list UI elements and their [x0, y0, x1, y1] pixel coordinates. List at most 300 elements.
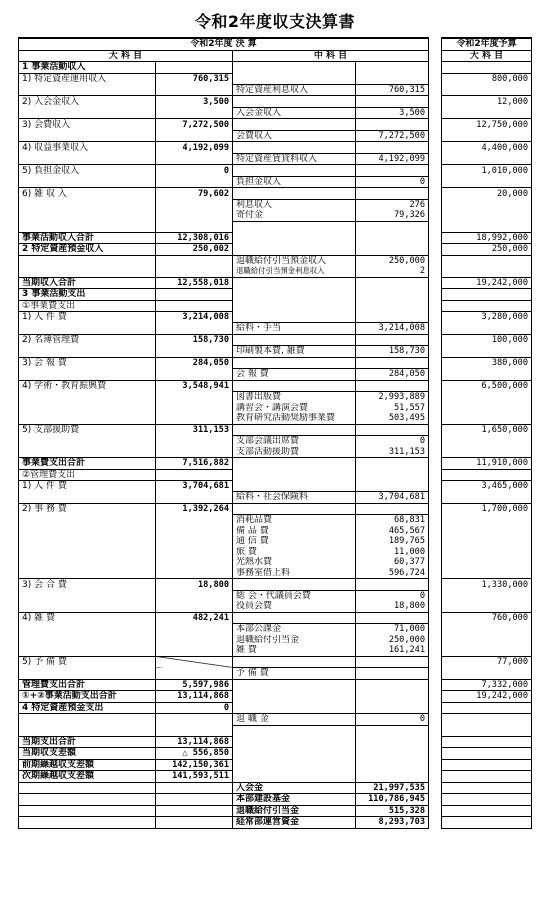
major-amount-cell	[156, 210, 233, 221]
header-budget-group: 令和2年度 決 算	[19, 38, 429, 50]
mid-amount-cell: 11,000	[356, 547, 429, 558]
budget-amount-cell	[442, 645, 532, 656]
table-row	[19, 62, 532, 74]
mid-amount-cell: 21,997,535	[356, 782, 429, 794]
table-row	[19, 691, 532, 703]
mid-item-cell: 入会金収入	[233, 107, 356, 119]
column-gap	[429, 458, 442, 470]
column-gap	[429, 119, 442, 131]
table-row	[19, 380, 532, 392]
mid-item-cell	[233, 424, 356, 436]
mid-amount-cell: 158,730	[356, 346, 429, 358]
mid-item-cell: 給料・手当	[233, 323, 356, 335]
mid-item-cell: 会 報 費	[233, 369, 356, 381]
budget-amount-cell: 1,700,000	[442, 503, 532, 515]
mid-item-cell: 講習会・講演会費	[233, 403, 356, 414]
table-row	[19, 481, 532, 492]
mid-item-cell	[233, 289, 356, 301]
mid-amount-cell	[356, 771, 429, 783]
column-gap	[429, 536, 442, 547]
major-amount-cell: 158,730	[156, 334, 233, 346]
major-item-cell	[19, 536, 156, 547]
column-gap	[429, 300, 442, 312]
major-amount-cell: 1,392,264	[156, 503, 233, 515]
mid-amount-cell: 284,050	[356, 369, 429, 381]
major-item-cell: 3 事業活動支出	[19, 289, 156, 301]
major-item-cell	[19, 725, 156, 736]
column-gap	[429, 165, 442, 177]
major-amount-cell: 7,516,882	[156, 458, 233, 470]
table-row	[19, 96, 532, 108]
budget-amount-cell: 250,000	[442, 244, 532, 256]
table-row	[19, 645, 532, 656]
mid-item-cell: 退職給付引当預金収入	[233, 255, 356, 266]
mid-amount-cell: 51,557	[356, 403, 429, 414]
table-row	[19, 714, 532, 726]
budget-amount-cell: 760,000	[442, 612, 532, 624]
column-gap	[429, 392, 442, 403]
column-gap	[429, 691, 442, 703]
mid-item-cell: 教育研究活動奨励事業費	[233, 413, 356, 424]
column-gap	[429, 590, 442, 601]
column-gap	[429, 176, 442, 188]
mid-item-cell: 退職給付引当金	[233, 635, 356, 646]
budget-amount-cell	[442, 668, 532, 680]
budget-amount-cell	[442, 107, 532, 119]
budget-amount-cell	[442, 221, 532, 232]
mid-item-cell: 特定資産賃貸料収入	[233, 153, 356, 165]
header-major-item: 大 科 目	[19, 50, 233, 62]
mid-item-cell	[233, 380, 356, 392]
table-row	[19, 188, 532, 200]
table-row	[19, 357, 532, 369]
table-row	[19, 656, 532, 668]
table-row	[19, 334, 532, 346]
column-gap	[429, 624, 442, 635]
budget-amount-cell: 11,910,000	[442, 458, 532, 470]
mid-amount-cell: 2,993,889	[356, 392, 429, 403]
column-gap	[429, 84, 442, 96]
mid-item-cell: 消耗品費	[233, 515, 356, 526]
mid-amount-cell	[356, 579, 429, 591]
mid-item-cell	[233, 771, 356, 783]
budget-amount-cell	[442, 568, 532, 579]
mid-amount-cell: 503,495	[356, 413, 429, 424]
mid-amount-cell	[356, 469, 429, 481]
column-gap	[429, 579, 442, 591]
major-item-cell	[19, 817, 156, 829]
mid-amount-cell	[356, 221, 429, 232]
major-item-cell: 2 特定資産預金収入	[19, 244, 156, 256]
column-gap	[429, 702, 442, 714]
major-amount-cell: 3,500	[156, 96, 233, 108]
major-item-cell: 5) 予 備 費	[19, 656, 156, 668]
major-item-cell	[19, 436, 156, 447]
column-gap	[429, 645, 442, 656]
mid-item-cell	[233, 469, 356, 481]
budget-amount-cell	[442, 323, 532, 335]
major-item-cell: 6) 雑 収 入	[19, 188, 156, 200]
major-item-cell	[19, 805, 156, 817]
mid-amount-cell	[356, 612, 429, 624]
major-item-cell: 事業活動収入合計	[19, 232, 156, 244]
budget-amount-cell	[442, 413, 532, 424]
settlement-table	[18, 37, 531, 829]
major-amount-cell	[156, 266, 233, 277]
mid-item-cell	[233, 334, 356, 346]
budget-amount-cell	[442, 714, 532, 726]
major-item-cell	[19, 526, 156, 537]
budget-amount-cell	[442, 601, 532, 612]
mid-amount-cell	[356, 142, 429, 154]
budget-amount-cell: 4,400,000	[442, 142, 532, 154]
major-amount-cell	[156, 413, 233, 424]
table-row	[19, 392, 532, 403]
major-amount-cell: 18,800	[156, 579, 233, 591]
major-amount-cell	[156, 568, 233, 579]
budget-amount-cell	[442, 289, 532, 301]
budget-amount-cell	[442, 547, 532, 558]
major-amount-cell	[156, 645, 233, 656]
mid-amount-cell: 60,377	[356, 557, 429, 568]
mid-amount-cell	[356, 96, 429, 108]
budget-amount-cell	[442, 130, 532, 142]
mid-amount-cell: 276	[356, 199, 429, 210]
budget-amount-cell: 20,000	[442, 188, 532, 200]
major-amount-cell	[156, 714, 233, 726]
mid-amount-cell	[356, 679, 429, 691]
major-amount-cell	[156, 469, 233, 481]
major-amount-cell	[156, 725, 233, 736]
budget-amount-cell	[442, 748, 532, 760]
mid-amount-cell	[356, 481, 429, 492]
column-gap	[429, 481, 442, 492]
budget-amount-cell: 1,650,000	[442, 424, 532, 436]
budget-amount-cell: 800,000	[442, 73, 532, 84]
major-amount-cell	[156, 153, 233, 165]
column-gap	[429, 413, 442, 424]
major-item-cell: 当期支出合計	[19, 736, 156, 748]
major-item-cell	[19, 645, 156, 656]
major-amount-cell: 311,153	[156, 424, 233, 436]
mid-item-cell	[233, 702, 356, 714]
mid-item-cell	[233, 458, 356, 470]
major-amount-cell: 79,602	[156, 188, 233, 200]
major-amount-cell	[156, 782, 233, 794]
budget-amount-cell	[442, 817, 532, 829]
table-row	[19, 323, 532, 335]
major-amount-cell	[156, 346, 233, 358]
table-row	[19, 702, 532, 714]
mid-amount-cell	[356, 232, 429, 244]
major-item-cell: 前期繰越収支差額	[19, 759, 156, 771]
mid-item-cell: 退職給付引当金	[233, 805, 356, 817]
mid-amount-cell: 161,241	[356, 645, 429, 656]
major-item-cell	[19, 392, 156, 403]
mid-item-cell	[233, 725, 356, 736]
mid-item-cell: 支部会議出席費	[233, 436, 356, 447]
major-amount-cell	[156, 447, 233, 458]
column-gap	[429, 188, 442, 200]
budget-amount-cell: 12,750,000	[442, 119, 532, 131]
mid-amount-cell: 311,153	[356, 447, 429, 458]
major-item-cell	[19, 221, 156, 232]
budget-amount-cell: 1,330,000	[442, 579, 532, 591]
major-item-cell	[19, 547, 156, 558]
budget-amount-cell: 3,465,000	[442, 481, 532, 492]
column-gap	[429, 142, 442, 154]
mid-item-cell	[233, 748, 356, 760]
table-row	[19, 748, 532, 760]
mid-amount-cell	[356, 691, 429, 703]
budget-amount-cell: 7,332,000	[442, 679, 532, 691]
table-row	[19, 458, 532, 470]
major-item-cell	[19, 210, 156, 221]
table-row	[19, 668, 532, 680]
mid-item-cell	[233, 656, 356, 668]
budget-amount-cell	[442, 469, 532, 481]
mid-item-cell	[233, 244, 356, 256]
major-item-cell: 1) 特定資産運用収入	[19, 73, 156, 84]
budget-amount-cell	[442, 515, 532, 526]
major-item-cell	[19, 369, 156, 381]
major-item-cell: 1 事業活動収入	[19, 62, 156, 74]
major-item-cell: 5) 負担金収入	[19, 165, 156, 177]
major-amount-cell	[156, 624, 233, 635]
budget-amount-cell	[442, 725, 532, 736]
column-gap	[429, 323, 442, 335]
table-row	[19, 403, 532, 414]
budget-amount-cell	[442, 771, 532, 783]
budget-amount-cell	[442, 557, 532, 568]
table-row	[19, 130, 532, 142]
major-amount-cell	[156, 84, 233, 96]
column-gap	[429, 153, 442, 165]
mid-item-cell: 経常部運営資金	[233, 817, 356, 829]
mid-amount-cell: 18,800	[356, 601, 429, 612]
header-mid-item: 中 科 目	[233, 50, 429, 62]
major-amount-cell	[156, 536, 233, 547]
major-amount-cell	[156, 601, 233, 612]
major-item-cell	[19, 107, 156, 119]
major-item-cell	[19, 714, 156, 726]
major-amount-cell	[156, 392, 233, 403]
major-item-cell: 3) 会 報 費	[19, 357, 156, 369]
mid-item-cell: 本部公課金	[233, 624, 356, 635]
major-amount-cell: 4,192,099	[156, 142, 233, 154]
mid-item-cell: 図書出版費	[233, 392, 356, 403]
mid-item-cell: 会費収入	[233, 130, 356, 142]
major-item-cell: 当期収入合計	[19, 277, 156, 289]
budget-amount-cell: 18,992,000	[442, 232, 532, 244]
mid-item-cell	[233, 679, 356, 691]
major-item-cell	[19, 413, 156, 424]
mid-item-cell	[233, 96, 356, 108]
mid-amount-cell: 2	[356, 266, 429, 277]
mid-amount-cell	[356, 458, 429, 470]
column-gap	[429, 73, 442, 84]
budget-amount-cell	[442, 266, 532, 277]
budget-amount-cell	[442, 153, 532, 165]
major-amount-cell	[156, 300, 233, 312]
major-amount-cell: 12,558,018	[156, 277, 233, 289]
budget-amount-cell	[442, 526, 532, 537]
column-gap	[429, 568, 442, 579]
major-item-cell	[19, 84, 156, 96]
mid-amount-cell: 71,000	[356, 624, 429, 635]
major-item-cell	[19, 346, 156, 358]
mid-item-cell	[233, 503, 356, 515]
table-row	[19, 568, 532, 579]
budget-amount-cell	[442, 84, 532, 96]
major-item-cell: 4) 収益事業収入	[19, 142, 156, 154]
table-row	[19, 547, 532, 558]
mid-item-cell: 負担金収入	[233, 176, 356, 188]
major-amount-cell	[156, 176, 233, 188]
mid-item-cell: 印刷製本費, 雑費	[233, 346, 356, 358]
budget-amount-cell	[442, 794, 532, 806]
table-row	[19, 526, 532, 537]
major-amount-cell	[156, 107, 233, 119]
mid-item-cell	[233, 579, 356, 591]
mid-amount-cell	[356, 424, 429, 436]
mid-amount-cell: 8,293,703	[356, 817, 429, 829]
mid-amount-cell	[356, 62, 429, 74]
column-gap	[429, 469, 442, 481]
column-gap	[429, 334, 442, 346]
column-gap	[429, 346, 442, 358]
budget-amount-cell: 19,242,000	[442, 277, 532, 289]
major-amount-cell: 12,308,016	[156, 232, 233, 244]
column-gap	[429, 612, 442, 624]
major-amount-cell: 141,593,511	[156, 771, 233, 783]
major-item-cell	[19, 492, 156, 504]
major-item-cell	[19, 515, 156, 526]
column-gap	[429, 232, 442, 244]
table-row	[19, 346, 532, 358]
budget-amount-cell: 100,000	[442, 334, 532, 346]
major-item-cell	[19, 794, 156, 806]
mid-amount-cell: 250,000	[356, 635, 429, 646]
major-item-cell: 1) 人 件 費	[19, 481, 156, 492]
mid-item-cell	[233, 277, 356, 289]
major-item-cell	[19, 590, 156, 601]
mid-amount-cell: 0	[356, 436, 429, 447]
major-item-cell: 当期収支差額	[19, 748, 156, 760]
column-gap	[429, 221, 442, 232]
table-row	[19, 805, 532, 817]
table-row	[19, 515, 532, 526]
mid-item-cell	[233, 119, 356, 131]
mid-amount-cell: 250,000	[356, 255, 429, 266]
mid-amount-cell	[356, 334, 429, 346]
major-item-cell: 4 特定資産預金支出	[19, 702, 156, 714]
major-amount-cell: △ 556,850	[156, 748, 233, 760]
column-gap	[429, 679, 442, 691]
table-row	[19, 119, 532, 131]
major-item-cell	[19, 557, 156, 568]
mid-amount-cell	[356, 73, 429, 84]
column-gap	[429, 380, 442, 392]
table-row	[19, 590, 532, 601]
budget-amount-cell	[442, 300, 532, 312]
mid-amount-cell: 3,214,008	[356, 323, 429, 335]
mid-item-cell	[233, 481, 356, 492]
budget-amount-cell	[442, 759, 532, 771]
budget-amount-cell: 1,010,000	[442, 165, 532, 177]
major-amount-cell: 0	[156, 702, 233, 714]
mid-amount-cell: 0	[356, 176, 429, 188]
column-gap	[429, 736, 442, 748]
major-amount-cell	[156, 323, 233, 335]
column-gap	[429, 199, 442, 210]
mid-amount-cell: 4,192,099	[356, 153, 429, 165]
budget-amount-cell	[442, 199, 532, 210]
mid-amount-cell	[356, 668, 429, 680]
budget-amount-cell	[442, 62, 532, 74]
major-item-cell: ②管理費支出	[19, 469, 156, 481]
mid-amount-cell: 110,786,945	[356, 794, 429, 806]
budget-amount-cell	[442, 624, 532, 635]
table-row	[19, 447, 532, 458]
table-row	[19, 255, 532, 266]
column-gap	[429, 210, 442, 221]
major-item-cell: 4) 学術・教育振興費	[19, 380, 156, 392]
mid-item-cell	[233, 221, 356, 232]
budget-amount-cell	[442, 536, 532, 547]
table-row	[19, 469, 532, 481]
table-row	[19, 536, 532, 547]
major-amount-cell: 13,114,868	[156, 691, 233, 703]
column-gap	[429, 62, 442, 74]
major-amount-cell	[156, 403, 233, 414]
column-gap	[429, 817, 442, 829]
mid-item-cell: 入会金	[233, 782, 356, 794]
mid-amount-cell: 0	[356, 714, 429, 726]
table-row	[19, 277, 532, 289]
major-amount-cell	[156, 130, 233, 142]
column-gap	[429, 601, 442, 612]
major-item-cell: 3) 会 合 費	[19, 579, 156, 591]
column-gap	[429, 794, 442, 806]
table-row	[19, 165, 532, 177]
table-row	[19, 289, 532, 301]
mid-amount-cell	[356, 656, 429, 668]
major-item-cell: ①+②事業活動支出合計	[19, 691, 156, 703]
budget-amount-cell: 6,500,000	[442, 380, 532, 392]
table-row	[19, 725, 532, 736]
budget-amount-cell	[442, 635, 532, 646]
mid-amount-cell	[356, 380, 429, 392]
major-amount-cell	[156, 289, 233, 301]
mid-amount-cell: 189,765	[356, 536, 429, 547]
major-amount-cell	[156, 255, 233, 266]
column-gap	[429, 515, 442, 526]
major-item-cell	[19, 601, 156, 612]
header-plan-group: 令和2年度予算	[442, 38, 532, 50]
mid-item-cell	[233, 142, 356, 154]
table-row	[19, 84, 532, 96]
column-gap	[429, 748, 442, 760]
column-gap	[429, 289, 442, 301]
mid-amount-cell	[356, 312, 429, 323]
mid-item-cell	[233, 188, 356, 200]
major-item-cell	[19, 255, 156, 266]
mid-amount-cell	[356, 300, 429, 312]
mid-amount-cell: 68,831	[356, 515, 429, 526]
mid-amount-cell	[356, 702, 429, 714]
major-item-cell: 2) 名簿管理費	[19, 334, 156, 346]
